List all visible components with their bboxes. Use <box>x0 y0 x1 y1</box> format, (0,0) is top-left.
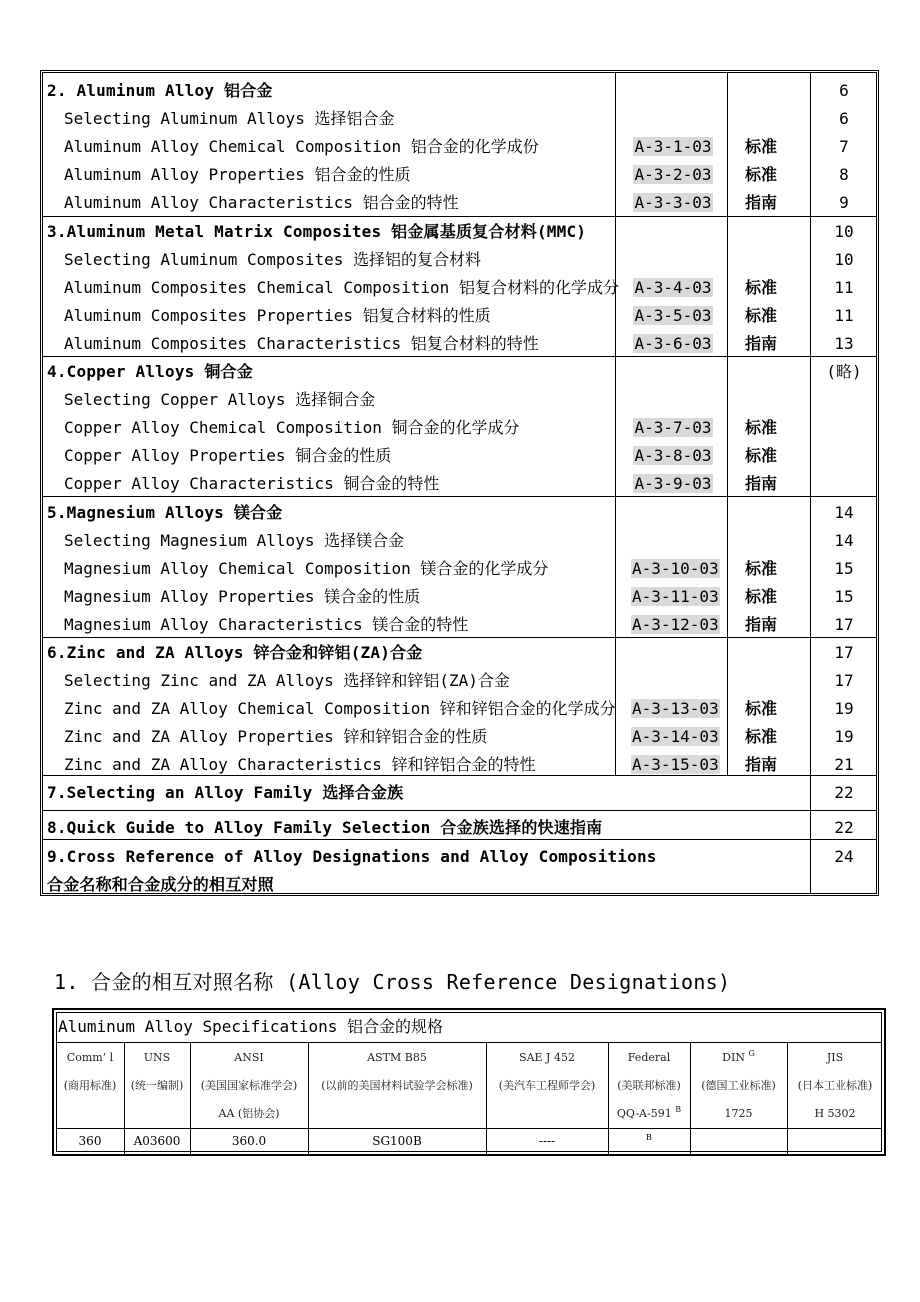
spec-header-text: ASTM B85 <box>367 1051 427 1064</box>
toc-title: Selecting Zinc and ZA Alloys 选择锌和锌铝(ZA)合金 <box>64 671 510 690</box>
spec-column-header <box>124 1044 190 1128</box>
spec-header-text: H 5302 <box>814 1107 856 1120</box>
spec-value-cell <box>608 1129 690 1154</box>
toc-title: Aluminum Alloy Properties 铝合金的性质 <box>64 165 411 184</box>
spec-header-text: Federal <box>627 1051 671 1064</box>
spec-header-line <box>308 1044 486 1072</box>
toc-entry-row <box>43 330 876 358</box>
spec-header-text: (商用标准) <box>63 1079 117 1092</box>
spec-header-text: (统一编制) <box>130 1079 184 1092</box>
spec-header-text: (德国工业标准) <box>701 1079 776 1092</box>
toc-section-row <box>43 639 876 667</box>
spec-header-text: UNS <box>143 1051 171 1064</box>
toc-doc-code-text: A-3-8-03 <box>634 446 712 465</box>
toc-title: 4.Copper Alloys 铜合金 <box>47 362 253 381</box>
toc-title: Magnesium Alloy Characteristics 镁合金的特性 <box>64 615 469 634</box>
toc-doc-type: 标准 <box>744 699 777 718</box>
toc-entry-row <box>43 442 876 470</box>
spec-column-header <box>56 1044 124 1128</box>
toc-doc-type: 指南 <box>744 615 777 634</box>
spec-table <box>52 1008 886 1156</box>
section-heading: 1. 合金的相互对照名称 (Alloy Cross Reference Designations) <box>54 970 731 994</box>
toc-section-row <box>43 843 876 871</box>
toc-entry-row <box>43 751 876 779</box>
toc-page-number: 11 <box>834 306 854 325</box>
spec-header-line <box>690 1100 787 1128</box>
spec-column-header <box>486 1044 608 1128</box>
toc-row-divider <box>43 810 876 811</box>
toc-doc-code-text: A-3-15-03 <box>632 755 719 774</box>
toc-doc-code <box>631 330 715 358</box>
toc-page-number: (略) <box>826 362 862 381</box>
spec-header-footnote: B <box>675 1105 682 1114</box>
spec-column-header <box>608 1044 690 1128</box>
toc-doc-code-text: A-3-4-03 <box>634 278 712 297</box>
toc-title: Aluminum Composites Properties 铝复合材料的性质 <box>64 306 491 325</box>
toc-page-number: 10 <box>834 250 854 269</box>
toc-doc-code <box>631 723 719 751</box>
spec-value-cell <box>124 1129 190 1154</box>
toc-page-number: 19 <box>834 699 854 718</box>
toc-doc-code-text: A-3-2-03 <box>634 165 712 184</box>
toc-title: Aluminum Composites Characteristics 铝复合材料的特性 <box>64 334 539 353</box>
toc-page-number: 21 <box>834 755 854 774</box>
spec-header-line <box>124 1044 190 1072</box>
toc-section-row <box>43 871 876 899</box>
toc-doc-code-text: A-3-13-03 <box>632 699 719 718</box>
toc-doc-code-text: A-3-6-03 <box>634 334 712 353</box>
toc-entry-row <box>43 133 876 161</box>
toc-page-number: 14 <box>834 531 854 550</box>
toc-entry-row <box>43 611 876 639</box>
spec-header-text: (美汽车工程师学会) <box>498 1079 596 1092</box>
spec-header-text: 1725 <box>724 1107 753 1120</box>
toc-title: Aluminum Alloy Chemical Composition 铝合金的化学成份 <box>64 137 539 156</box>
toc-doc-code <box>631 695 719 723</box>
toc-page-number: 14 <box>834 503 854 522</box>
spec-header-text: AA (铝协会) <box>218 1107 280 1120</box>
spec-header-text: (美联邦标准) <box>617 1079 681 1092</box>
toc-page-number: 8 <box>839 165 849 184</box>
toc-page-number: 6 <box>839 81 849 100</box>
spec-value: 360.0 <box>231 1134 267 1148</box>
spec-header-text: SAE J 452 <box>519 1051 575 1064</box>
spec-header-line <box>190 1072 308 1100</box>
toc-doc-code-text: A-3-5-03 <box>634 306 712 325</box>
toc-section-row <box>43 77 876 105</box>
toc-page-number: 6 <box>839 109 849 128</box>
toc-entry-row <box>43 527 876 555</box>
toc-doc-code <box>631 583 719 611</box>
toc-section-row <box>43 814 876 842</box>
toc-title: Aluminum Composites Chemical Composition 铝复合材料的化学成分 <box>64 278 619 297</box>
toc-title: Selecting Aluminum Alloys 选择铝合金 <box>64 109 395 128</box>
spec-value: 360 <box>78 1134 102 1148</box>
toc-doc-code <box>631 161 715 189</box>
spec-header-line <box>787 1072 883 1100</box>
toc-doc-type: 指南 <box>744 755 777 774</box>
toc-page-number: 10 <box>834 222 854 241</box>
toc-doc-code-text: A-3-9-03 <box>634 474 712 493</box>
toc-table <box>40 70 879 896</box>
toc-title: 3.Aluminum Metal Matrix Composites 铝金属基质复合材料(MMC) <box>47 222 587 241</box>
toc-doc-type: 标准 <box>744 418 777 437</box>
spec-header-footnote: G <box>748 1049 755 1058</box>
toc-page-number: 15 <box>834 587 854 606</box>
spec-row-divider <box>56 1042 882 1043</box>
toc-title: Magnesium Alloy Properties 镁合金的性质 <box>64 587 421 606</box>
spec-header-text: JIS <box>826 1051 844 1064</box>
toc-doc-code <box>631 555 719 583</box>
spec-header-line <box>56 1044 124 1072</box>
toc-doc-type: 标准 <box>744 446 777 465</box>
spec-header-line <box>787 1100 883 1128</box>
spec-column-header <box>190 1044 308 1128</box>
toc-entry-row <box>43 246 876 274</box>
toc-entry-row <box>43 105 876 133</box>
toc-title: Zinc and ZA Alloy Properties 锌和锌铝合金的性质 <box>64 727 488 746</box>
spec-header-line <box>690 1044 787 1072</box>
toc-entry-row <box>43 161 876 189</box>
toc-page-number: 17 <box>834 671 854 690</box>
spec-value-cell <box>56 1129 124 1154</box>
spec-value: SG100B <box>372 1134 422 1148</box>
toc-section-row <box>43 218 876 246</box>
spec-header-line <box>486 1072 608 1100</box>
spec-value-footnote: B <box>646 1133 652 1142</box>
toc-doc-code <box>631 442 715 470</box>
spec-title: Aluminum Alloy Specifications 铝合金的规格 <box>58 1017 443 1036</box>
toc-doc-code <box>631 470 715 498</box>
toc-doc-code <box>631 751 719 779</box>
toc-title: 8.Quick Guide to Alloy Family Selection 合金族选择的快速指南 <box>47 818 603 837</box>
toc-doc-code <box>631 133 715 161</box>
toc-entry-row <box>43 386 876 414</box>
toc-page-number: 17 <box>834 643 854 662</box>
toc-title: Zinc and ZA Alloy Chemical Composition 锌和锌铝合金的化学成分 <box>64 699 616 718</box>
toc-section-row <box>43 779 876 807</box>
spec-value-cell <box>190 1129 308 1154</box>
spec-value-cell <box>787 1129 883 1154</box>
toc-doc-type: 标准 <box>744 587 777 606</box>
toc-title: Magnesium Alloy Chemical Composition 镁合金的化学成分 <box>64 559 549 578</box>
spec-value-cell <box>486 1129 608 1154</box>
toc-title: 9.Cross Reference of Alloy Designations and Alloy Compositions <box>47 847 657 866</box>
toc-entry-row <box>43 274 876 302</box>
spec-header-text: (日本工业标准) <box>797 1079 873 1092</box>
toc-doc-type: 标准 <box>744 306 777 325</box>
toc-page-number: 17 <box>834 615 854 634</box>
spec-header-text: QQ-A-591 <box>616 1107 672 1120</box>
spec-header-text: (以前的美国材料试验学会标准) <box>321 1079 473 1092</box>
toc-doc-type: 标准 <box>744 559 777 578</box>
toc-title: 合金名称和合金成分的相互对照 <box>47 875 274 894</box>
spec-header-line <box>608 1044 690 1072</box>
toc-entry-row <box>43 470 876 498</box>
toc-entry-row <box>43 302 876 330</box>
toc-page-number: 15 <box>834 559 854 578</box>
spec-header-line <box>190 1100 308 1128</box>
spec-value-cell <box>308 1129 486 1154</box>
spec-header-line <box>124 1072 190 1100</box>
toc-page-number: 9 <box>839 193 849 212</box>
spec-header-line <box>608 1100 690 1128</box>
toc-entry-row <box>43 414 876 442</box>
toc-doc-code <box>631 189 715 217</box>
toc-doc-code-text: A-3-1-03 <box>634 137 712 156</box>
toc-doc-type: 指南 <box>744 193 777 212</box>
toc-title: Selecting Aluminum Composites 选择铝的复合材料 <box>64 250 481 269</box>
toc-page-number: 7 <box>839 137 849 156</box>
spec-column-header <box>308 1044 486 1128</box>
toc-section-row <box>43 358 876 386</box>
toc-doc-code <box>631 274 715 302</box>
spec-column-header <box>787 1044 883 1128</box>
toc-doc-code <box>631 414 715 442</box>
toc-page-number: 19 <box>834 727 854 746</box>
toc-page-number: 24 <box>834 847 854 866</box>
toc-title: Zinc and ZA Alloy Characteristics 锌和锌铝合金的特性 <box>64 755 536 774</box>
toc-title: 6.Zinc and ZA Alloys 锌合金和锌铝(ZA)合金 <box>47 643 423 662</box>
spec-column-header <box>690 1044 787 1128</box>
toc-entry-row <box>43 723 876 751</box>
toc-doc-type: 指南 <box>744 474 777 493</box>
toc-doc-type: 标准 <box>744 727 777 746</box>
spec-header-line <box>486 1044 608 1072</box>
spec-header-text: DIN <box>722 1051 745 1064</box>
toc-entry-row <box>43 695 876 723</box>
toc-doc-code <box>631 302 715 330</box>
toc-entry-row <box>43 555 876 583</box>
toc-doc-code-text: A-3-3-03 <box>634 193 712 212</box>
spec-value: ---- <box>538 1134 556 1148</box>
toc-doc-code-text: A-3-11-03 <box>632 587 719 606</box>
toc-doc-code-text: A-3-14-03 <box>632 727 719 746</box>
toc-page-number: 22 <box>834 783 854 802</box>
toc-page-number: 11 <box>834 278 854 297</box>
toc-doc-code <box>631 611 719 639</box>
toc-section-row <box>43 499 876 527</box>
toc-page-number: 22 <box>834 818 854 837</box>
spec-header-text: (美国国家标准学会) <box>200 1079 298 1092</box>
spec-header-line <box>690 1072 787 1100</box>
spec-header-line <box>56 1072 124 1100</box>
toc-doc-code-text: A-3-7-03 <box>634 418 712 437</box>
spec-header-text: ANSI <box>234 1051 264 1064</box>
toc-title: Copper Alloy Properties 铜合金的性质 <box>64 446 392 465</box>
toc-title: Selecting Copper Alloys 选择铜合金 <box>64 390 376 409</box>
spec-value: A03600 <box>133 1134 181 1148</box>
toc-title: 2. Aluminum Alloy 铝合金 <box>47 81 273 100</box>
spec-header-line <box>787 1044 883 1072</box>
spec-value-cell <box>690 1129 787 1154</box>
spec-header-line <box>308 1072 486 1100</box>
toc-entry-row <box>43 667 876 695</box>
toc-entry-row <box>43 583 876 611</box>
spec-header-text: Comm’ l <box>66 1051 114 1064</box>
toc-doc-code-text: A-3-10-03 <box>632 559 719 578</box>
toc-doc-type: 标准 <box>744 278 777 297</box>
toc-page-number: 13 <box>834 334 854 353</box>
toc-doc-type: 标准 <box>744 137 777 156</box>
spec-header-line <box>608 1072 690 1100</box>
toc-title: Copper Alloy Characteristics 铜合金的特性 <box>64 474 440 493</box>
toc-title: 7.Selecting an Alloy Family 选择合金族 <box>47 783 404 802</box>
toc-doc-code-text: A-3-12-03 <box>632 615 719 634</box>
toc-title: Copper Alloy Chemical Composition 铜合金的化学成分 <box>64 418 520 437</box>
spec-header-line <box>190 1044 308 1072</box>
toc-entry-row <box>43 189 876 217</box>
toc-doc-type: 指南 <box>744 334 777 353</box>
toc-title: Aluminum Alloy Characteristics 铝合金的特性 <box>64 193 459 212</box>
toc-title: Selecting Magnesium Alloys 选择镁合金 <box>64 531 405 550</box>
toc-title: 5.Magnesium Alloys 镁合金 <box>47 503 283 522</box>
toc-doc-type: 标准 <box>744 165 777 184</box>
